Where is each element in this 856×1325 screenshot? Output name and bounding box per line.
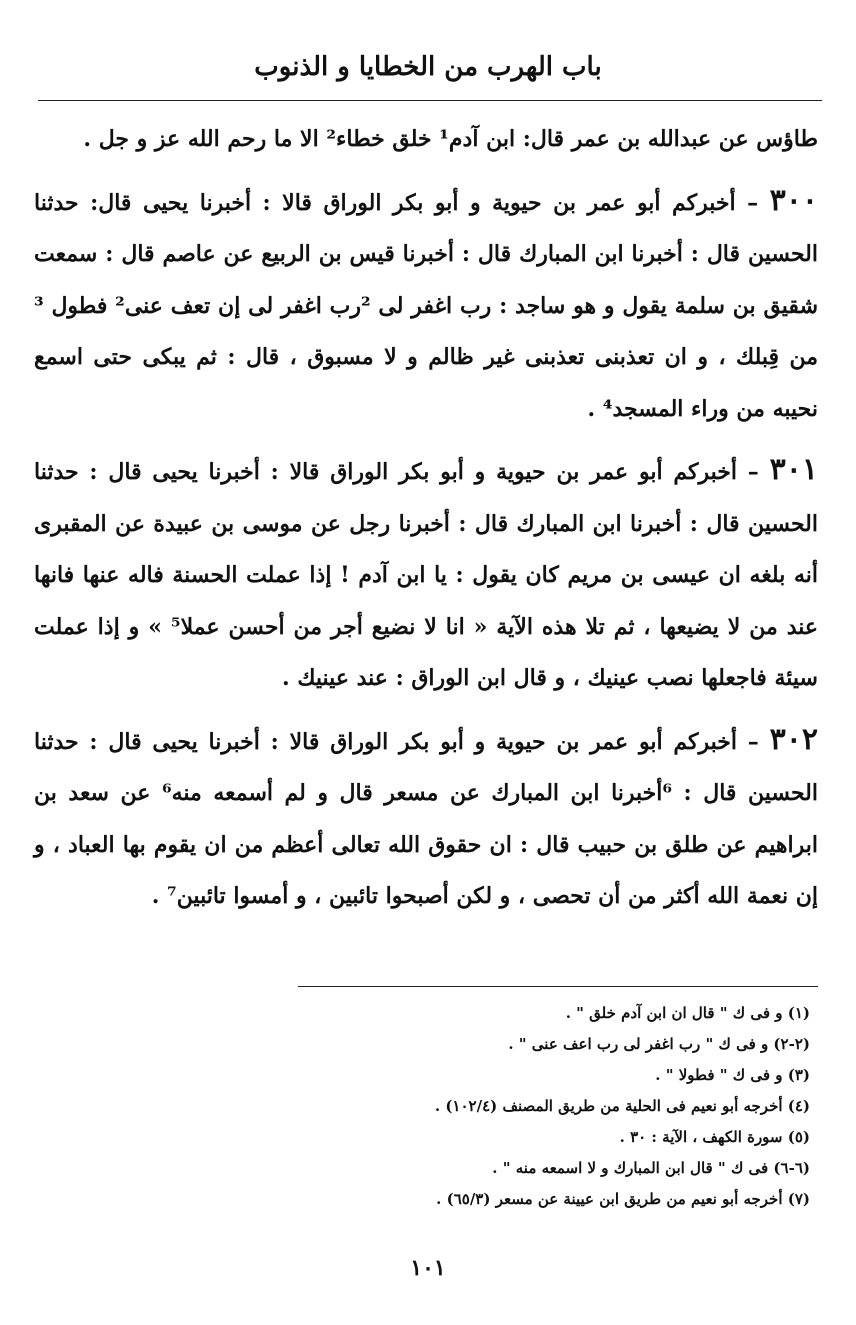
footnote-2: (٢-٢) و فى ك " رب اغفر لى رب اعف عنى " . [508,1035,810,1053]
hadith-text: – أخبركم أبو عمر بن حيوية و أبو بكر الوراق قالا : أخبرنا يحيى قال : حدثنا الحسين قال : أخبرنا ابن المبارك قال : أخبرنا رجل عن موسى بن عبيدة عن المقبرى أنه بلغه ان عيسى بن مريم كان يقول : يا ابن آدم ! إذا عملت الحسنة فاله عنها فانها عند من لا يضيعها ، ثم تلا هذه الآية « انا لا نضيع أجر من أحسن عملا⁵ » و إذا عملت سيئة فاجعلها نصب عينيك ، و قال ابن الوراق : عند عينيك . [34,459,819,691]
hadith-number: ٣٠٠ [769,182,818,218]
chapter-title: باب الهرب من الخطايا و الذنوب [254,52,602,82]
footnote-5: (٥) سورة الكهف ، الآية : ٣٠ . [619,1128,810,1146]
hadith-number: ٣٠٢ [769,721,818,757]
footnote-1: (١) و فى ك " قال ان ابن آدم خلق " . [565,1004,810,1022]
hadith-300 [34,175,818,436]
footnote-divider [298,986,818,987]
header-divider [38,100,822,101]
footnote-3: (٣) و فى ك " فطولا " . [655,1066,810,1084]
hadith-302 [34,714,818,923]
hadith-text: – أخبركم أبو عمر بن حيوية و أبو بكر الوراق قالا : أخبرنا يحيى قال : حدثنا الحسين قال : ⁶أخبرنا ابن المبارك عن مسعر قال و لم أسمعه منه⁶ عن سعد بن ابراهيم عن طلق بن حبيب قال : ان حقوق الله تعالى أعظم من ان يقوم بها العباد ، و إن نعمة الله أكثر من أن تحصى ، و لكن أصبحوا تائبين ، و أمسوا تائبين⁷ . [34,728,818,909]
page-number: ١٠١ [410,1255,446,1281]
footnotes [40,998,810,1215]
hadith-number: ٣٠١ [769,452,818,487]
main-text [34,114,818,923]
intro-paragraph: طاؤس عن عبدالله بن عمر قال: ابن آدم¹ خلق خطاء² الا ما رحم الله عز و جل . [83,126,818,152]
hadith-text: – أخبركم أبو عمر بن حيوية و أبو بكر الوراق قالا : أخبرنا يحيى قال: حدثنا الحسين قال : أخبرنا ابن المبارك قال : أخبرنا قيس بن الربيع عن عاصم قال : سمعت شقيق بن سلمة يقول و هو ساجد : رب اغفر لى ²رب اغفر لى إن تعف عنى² فطول ³ من قِبلك ، و ان تعذبنى تعذبنى غير ظالم و لا مسبوق ، قال : ثم يبكى حتى اسمع نحيبه من وراء المسجد⁴ . [34,189,818,422]
footnote-7: (٧) أخرجه أبو نعيم من طريق ابن عيينة عن مسعر (٦٥/٣) . [436,1190,810,1208]
footnote-4: (٤) أخرجه أبو نعيم فى الحلية من طريق المصنف (١٠٢/٤) . [434,1097,810,1115]
hadith-301 [34,444,818,705]
footnote-6: (٦-٦) فى ك " قال ابن المبارك و لا اسمعه منه " . [492,1159,810,1177]
